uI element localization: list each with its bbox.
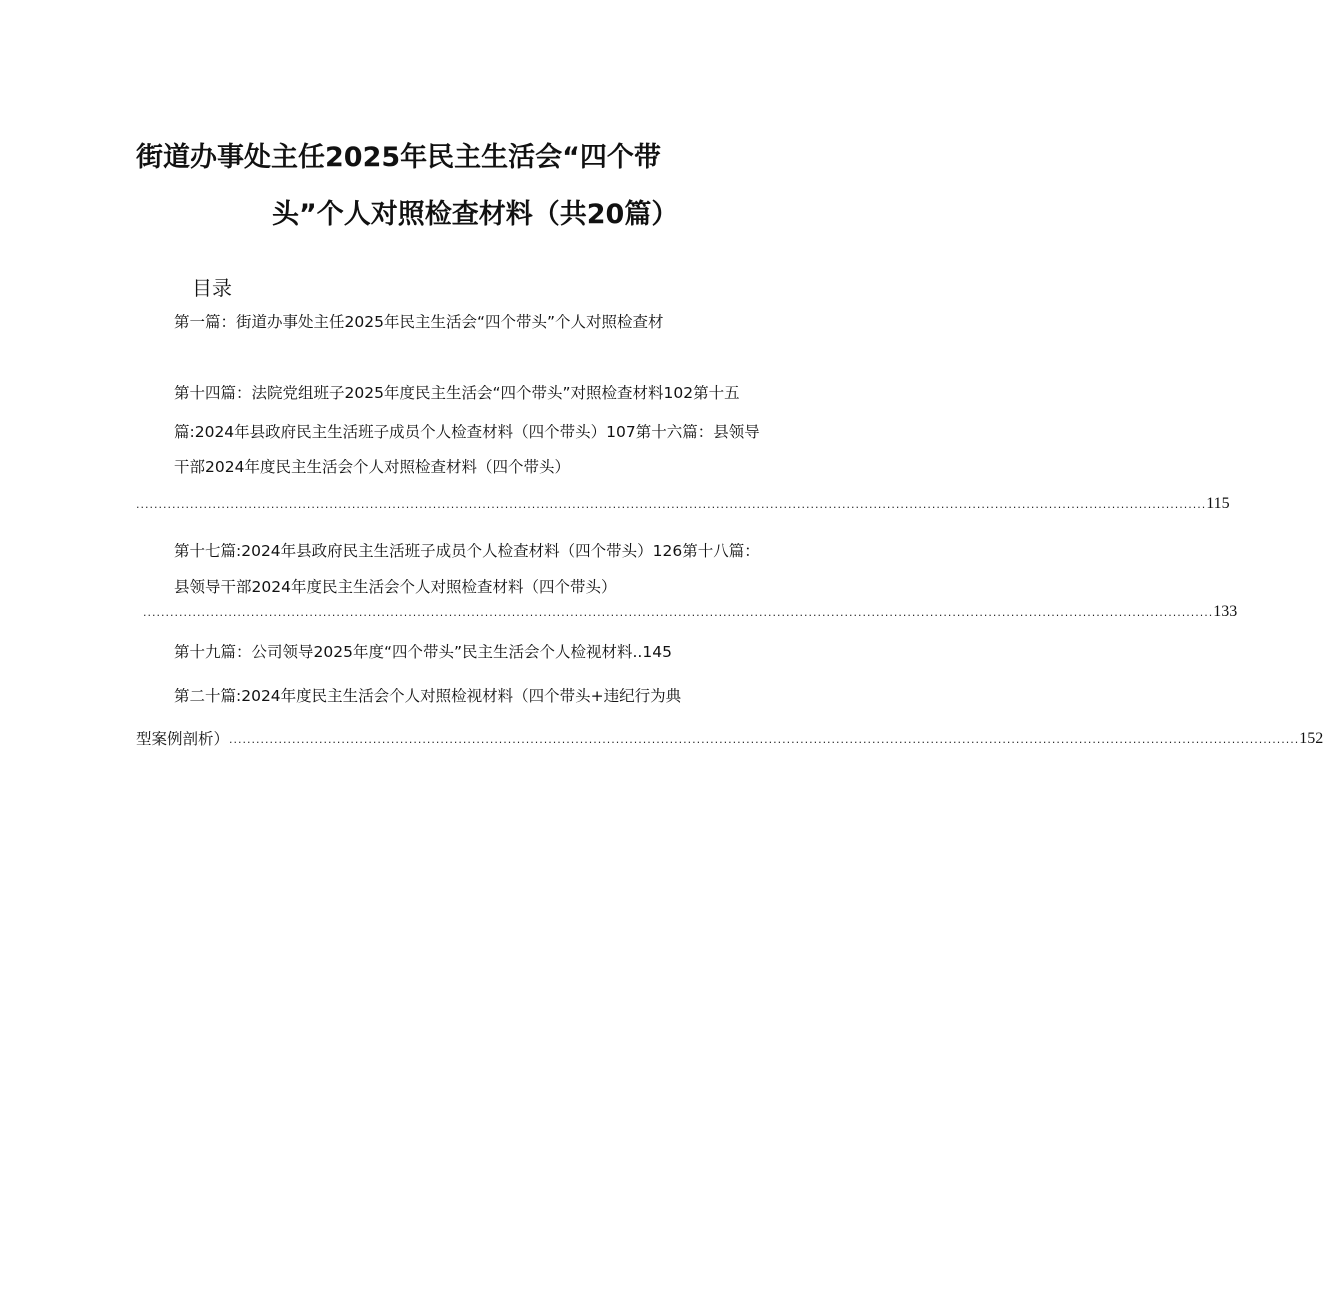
- toc-entry-14-line-1[interactable]: 第十四篇：法院党组班子2025年度民主生活会“四个带头”对照检查材料102第十五: [174, 384, 740, 402]
- dot-leader: ..............................................................................................................................................................................................................................................: [229, 733, 1300, 746]
- page-number: 152: [1299, 730, 1323, 747]
- document-title-line-2: 头”个人对照检查材料（共20篇）: [272, 199, 679, 230]
- toc-entry-14-line-2[interactable]: 篇:2024年县政府民主生活班子成员个人检查材料（四个带头）107第十六篇：县领导: [174, 423, 760, 441]
- toc-entry-17-line-1[interactable]: 第十七篇:2024年县政府民主生活班子成员个人检查材料（四个带头）126第十八篇：: [174, 542, 760, 560]
- toc-entry-17-leader-row[interactable]: [143, 602, 1238, 622]
- toc-heading: 目录: [192, 276, 232, 300]
- toc-entry-19[interactable]: 第十九篇：公司领导2025年度“四个带头”民主生活会个人检视材料..145: [174, 643, 672, 661]
- toc-entry-17-line-2[interactable]: 县领导干部2024年度民主生活会个人对照检查材料（四个带头）: [174, 578, 617, 596]
- page-number: 133: [1213, 603, 1238, 620]
- page-number: 115: [1206, 495, 1230, 512]
- toc-entry-14-line-3[interactable]: 干部2024年度民主生活会个人对照检查材料（四个带头）: [174, 458, 570, 476]
- document-title-line-1: 街道办事处主任2025年民主生活会“四个带: [136, 142, 661, 173]
- toc-entry-20-line-1[interactable]: 第二十篇:2024年度民主生活会个人对照检视材料（四个带头+违纪行为典: [174, 687, 682, 705]
- dot-leader: ..............................................................................................................................................................................................................................................: [136, 498, 1207, 511]
- toc-entry-20-line-2-row[interactable]: [136, 729, 1323, 749]
- dot-leader: ..............................................................................................................................................................................................................................................: [143, 606, 1214, 619]
- toc-entry-1[interactable]: 第一篇：街道办事处主任2025年民主生活会“四个带头”个人对照检查材: [174, 313, 664, 331]
- toc-entry-20-line-2: 型案例剖析）: [136, 730, 230, 748]
- toc-entry-14-leader-row[interactable]: [136, 494, 1230, 514]
